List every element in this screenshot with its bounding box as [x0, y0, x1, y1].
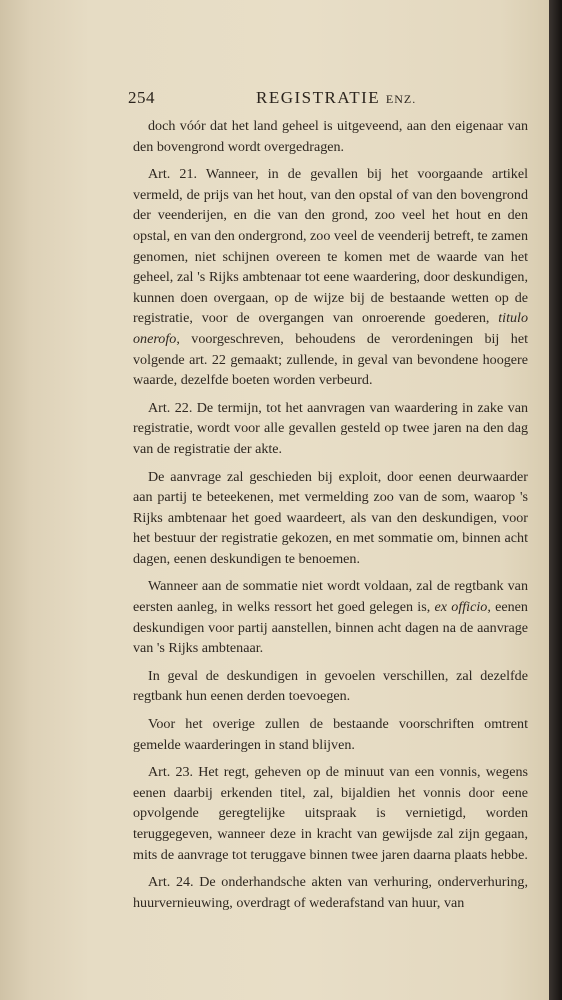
page-body: [133, 116, 528, 920]
title-suffix: ENZ.: [385, 92, 417, 106]
paragraph-art-24: Art. 24. De onderhandsche akten van verhuring, onderverhuring, huurvernieuwing, overdragt of wederafstand van huur, van: [133, 874, 528, 911]
paragraph-art-21: Art. 21. Wanneer, in de gevallen bij het voorgaande artikel vermeld, de prijs van het hout, van den opstal of van den bovengrond der veenderijen, en die van den grond, zoo veel het hout en den opstal, en van den ondergrond, zoo veel de veenderij betreft, te zamen genomen, niet schijnen overeen te komen met de waarde van het geheel, zal 's Rijks ambtenaar tot eene waardering, door deskundigen, kunnen doen overgaan, op de wijze bij de bestaande wetten op de registratie, voor de overgangen van onroerende goederen, titulo onerofo, voorgeschreven, behoudens de verordeningen bij het volgende art. 22 gemaakt; zullende, in geval van bevondene hoogere waarde, dezelfde boeten worden verbeurd.: [133, 166, 528, 389]
running-title: [256, 88, 416, 108]
book-edge-shadow: [549, 0, 562, 1000]
italic-term: titulo onerofo: [133, 310, 528, 347]
paragraph: In geval de deskundigen in gevoelen verschillen, zal dezelfde regtbank hun eenen derden toevoegen.: [133, 667, 528, 705]
page-number: 254: [128, 88, 155, 107]
title-main: REGISTRATIE: [256, 88, 381, 107]
paragraph: De aanvrage zal geschieden bij exploit, door eenen deurwaarder aan partij te beteekenen, met vermelding zoo van de som, waarop 's Rijks ambtenaar het goed waardeert, als van den deskundigen, voor het bestuur der registratie gekozen, en met sommatie om, binnen acht dagen, eenen deskundigen te benoemen.: [133, 468, 528, 567]
paragraph-art-22: Art. 22. De termijn, tot het aanvragen van waardering in zake van registratie, wordt voor alle gevallen gesteld op twee jaren na den dag van de registratie der akte.: [133, 399, 528, 457]
paragraph: doch vóór dat het land geheel is uitgeveend, aan den eigenaar van den bovengrond wordt overgedragen.: [133, 118, 528, 155]
running-header: [128, 88, 518, 112]
paragraph-art-23: Art. 23. Het regt, geheven op de minuut van een vonnis, wegens eenen daarbij erkenden titel, zal, bijaldien het vonnis door eene opvolgende geregtelijke uitspraak is vernietigd, worden teruggegeven, wanneer deze in kracht van gewijsde zal zijn gegaan, mits de aanvrage tot teruggave binnen twee jaren daarna plaats hebbe.: [133, 764, 528, 863]
italic-term: ex officio: [434, 599, 488, 616]
paragraph: Wanneer aan de sommatie niet wordt voldaan, zal de regtbank van eersten aanleg, in welks ressort het goed gelegen is, ex officio, eenen deskundigen voor partij aanstellen, binnen acht dagen na de aanvrage van 's Rijks ambtenaar.: [133, 578, 528, 657]
paragraph: Voor het overige zullen de bestaande voorschriften omtrent gemelde waarderingen in stand blijven.: [133, 716, 528, 753]
